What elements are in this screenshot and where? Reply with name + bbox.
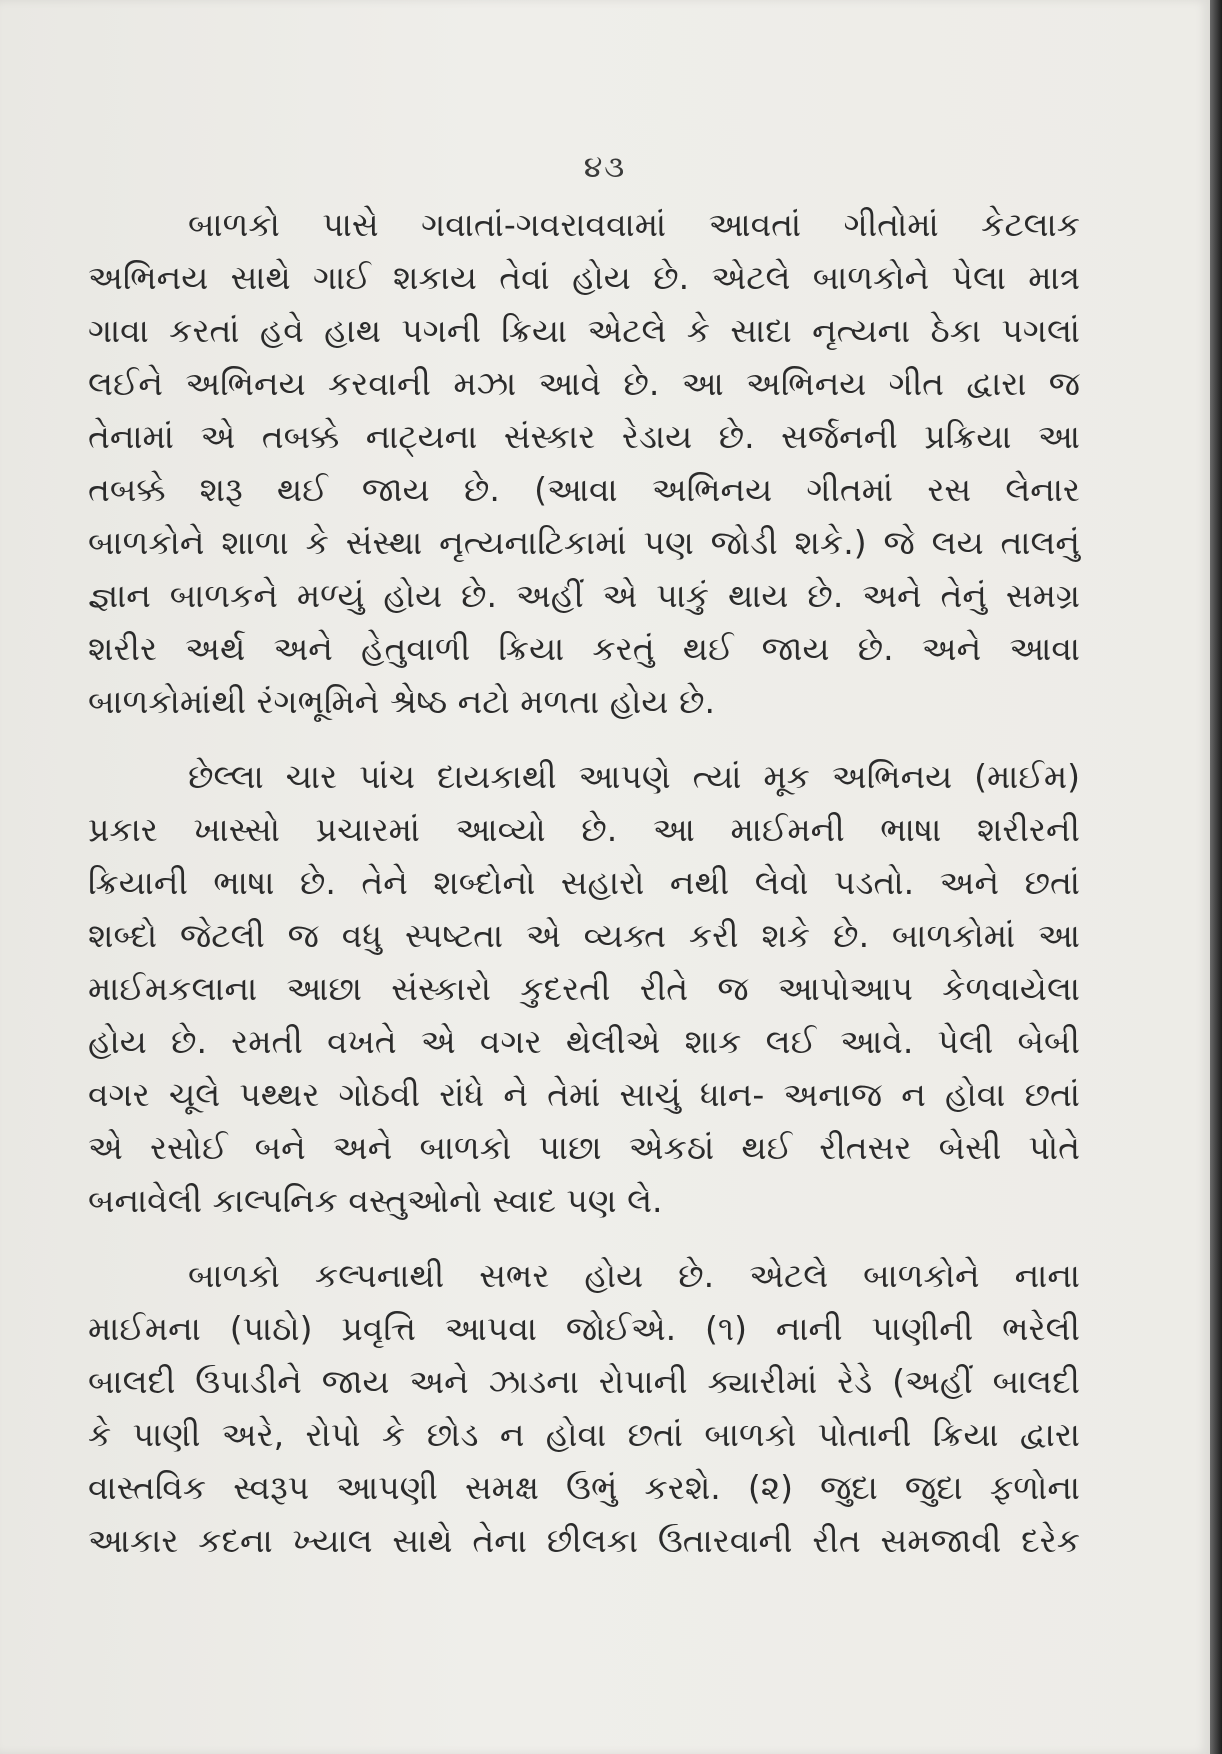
text-line: એ રસોઈ બને અને બાળકો પાછા એકઠાં થઈ રીતસર બેસી પોતે — [88, 1128, 1080, 1167]
text-line: બાળકોમાંથી રંગભૂમિને શ્રેષ્ઠ નટો મળતા હોય છે. — [88, 682, 715, 721]
paragraph-2 — [88, 750, 1080, 1227]
paragraph-1 — [88, 198, 1080, 728]
text-line: બાળકોને શાળા કે સંસ્થા નૃત્યનાટિકામાં પણ જોડી શકે.) જે લય તાલનું — [88, 523, 1080, 562]
body-text — [88, 198, 1080, 1589]
text-line: છેલ્લા ચાર પાંચ દાયકાથી આપણે ત્યાં મૂક અભિનય (માઈમ) — [188, 757, 1080, 796]
page-number: ૪૩ — [583, 150, 627, 185]
text-line: માઈમકલાના આછા સંસ્કારો કુદરતી રીતે જ આપોઆપ કેળવાયેલા — [88, 969, 1080, 1008]
text-line: ક્રિયાની ભાષા છે. તેને શબ્દોનો સહારો નથી લેવો પડતો. અને છતાં — [88, 863, 1080, 902]
text-line: વગર ચૂલે પથ્થર ગોઠવી રાંધે ને તેમાં સાચું ધાન- અનાજ ન હોવા છતાં — [88, 1075, 1080, 1114]
text-line: કે પાણી અરે, રોપો કે છોડ ન હોવા છતાં બાળકો પોતાની ક્રિયા દ્વારા — [88, 1415, 1080, 1454]
text-line: બાલદી ઉપાડીને જાય અને ઝાડના રોપાની ક્યારીમાં રેડે (અહીં બાલદી — [88, 1362, 1080, 1401]
text-line: વાસ્તવિક સ્વરૂપ આપણી સમક્ષ ઉભું કરશે. (૨) જુદા જુદા ફળોના — [88, 1468, 1080, 1507]
text-line: બાળકો પાસે ગવાતાં-ગવરાવવામાં આવતાં ગીતોમાં કેટલાક — [188, 205, 1080, 244]
text-line: આકાર કદના ખ્યાલ સાથે તેના છીલકા ઉતારવાની રીત સમજાવી દરેક — [88, 1521, 1080, 1560]
text-line: હોય છે. રમતી વખતે એ વગર થેલીએ શાક લઈ આવે. પેલી બેબી — [88, 1022, 1080, 1061]
paragraph-3 — [88, 1249, 1080, 1567]
text-line: લઈને અભિનય કરવાની મઝા આવે છે. આ અભિનય ગીત દ્વારા જ — [88, 364, 1080, 403]
text-line: જ્ઞાન બાળકને મળ્યું હોય છે. અહીં એ પાકું થાય છે. અને તેનું સમગ્ર — [88, 576, 1080, 615]
text-line: અભિનય સાથે ગાઈ શકાય તેવાં હોય છે. એટલે બાળકોને પેલા માત્ર — [88, 258, 1080, 297]
text-line: શબ્દો જેટલી જ વધુ સ્પષ્ટતા એ વ્યક્ત કરી શકે છે. બાળકોમાં આ — [88, 916, 1080, 955]
text-line: ગાવા કરતાં હવે હાથ પગની ક્રિયા એટલે કે સાદા નૃત્યના ઠેકા પગલાં — [88, 311, 1080, 350]
text-line: માઈમના (પાઠો) પ્રવૃત્તિ આપવા જોઈએ. (૧) નાની પાણીની ભરેલી — [88, 1309, 1080, 1348]
text-line: તેનામાં એ તબક્કે નાટ્યના સંસ્કાર રેડાય છે. સર્જનની પ્રક્રિયા આ — [88, 417, 1080, 456]
text-line: તબક્કે શરૂ થઈ જાય છે. (આવા અભિનય ગીતમાં રસ લેનાર — [88, 470, 1080, 509]
text-line: બનાવેલી કાલ્પનિક વસ્તુઓનો સ્વાદ પણ લે. — [88, 1181, 663, 1220]
text-line: બાળકો કલ્પનાથી સભર હોય છે. એટલે બાળકોને નાના — [188, 1256, 1080, 1295]
text-line: શરીર અર્થ અને હેતુવાળી ક્રિયા કરતું થઈ જાય છે. અને આવા — [88, 629, 1080, 668]
page-edge-shadow — [1210, 0, 1222, 1754]
text-line: પ્રકાર ખાસ્સો પ્રચારમાં આવ્યો છે. આ માઈમની ભાષા શરીરની — [88, 810, 1080, 849]
